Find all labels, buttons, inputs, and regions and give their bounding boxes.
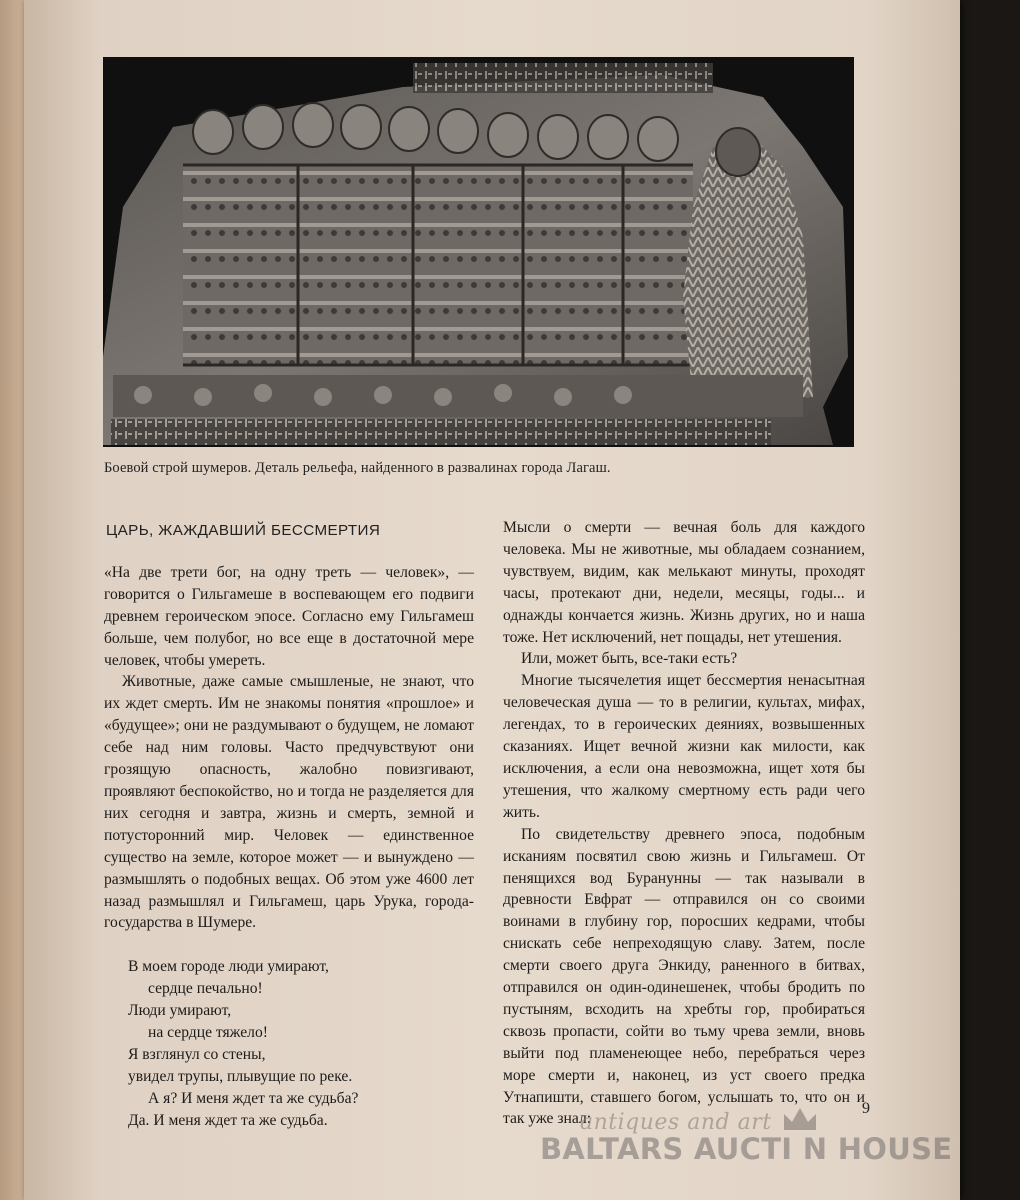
crown-icon: [780, 1104, 820, 1134]
poem-line: Да. И меня ждет та же судьба.: [128, 1111, 328, 1129]
poem: [128, 956, 474, 1131]
watermark-brand: BALTARS AUCTI N HOUSE: [540, 1132, 953, 1166]
paragraph: Или, может быть, все-таки есть?: [521, 650, 738, 668]
poem-line: увидел трупы, плывущие по реке.: [128, 1067, 353, 1085]
poem-line: Я взглянул со стены,: [128, 1045, 266, 1063]
paragraph: По свидетельству древнего эпоса, подобным исканиям посвятил свою жизнь и Гильгамеш. От пенящихся вод Буранунны — так называли в древности Евфрат — отправился он со своими воинами в глубину гор, поросших кедрами, чтобы снискать себе непреходящую славу. Затем, после смерти своего друга Энкиду, раненного в битвах, отправился он один-одинешенек, чтобы бродить по пустыням, всходить на хребты гор, пробираться сквозь пропасти, сойти во тьму чрева земли, вновь выйти под пламенеющее небо, перебраться через море смерти и, наконец, из уст своего предка Утнапишти, ставшего богом, услышать то, что он и так уже знал:: [503, 825, 865, 1128]
poem-line: А я? И меня ждет та же судьба?: [148, 1089, 359, 1107]
watermark-tagline: antiques and art: [580, 1110, 772, 1135]
photo-caption: Боевой строй шумеров. Деталь рельефа, найденного в развалинах города Лагаш.: [104, 460, 611, 476]
poem-line: сердце печально!: [148, 980, 263, 998]
paragraph: Животные, даже самые смышленые, не знают, что их ждет смерть. Им не знакомы понятия «прошлое» и «будущее»; они не раздумывают о будущем, не ломают себе над ним головы. Часто предчувствуют они грозящую опасность, жалобно повизгивают, проявляют беспокойство, но и тогда не разделяется для них сегодня и завтра, жизнь и смерть, земной и потусторонний мир. Человек — единственное существо на земле, которое может — и вынуждено — размышлять о подобных вещах. Об этом уже 4600 лет назад размышлял и Гильгамеш, царь Урука, города-государства в Шумере.: [104, 673, 474, 932]
poem-line: В моем городе люди умирают,: [128, 958, 329, 976]
paragraph: Многие тысячелетия ищет бессмертия ненасытная человеческая душа — то в религии, культах, мифах, легендах, то в героических деяниях, возвышенных сказаниях. Ищет вечной жизни как милости, как исключения, а если она невозможна, ищет хотя бы утешения, что жалкому смертному есть ради чего жить.: [503, 672, 865, 821]
poem-line: на сердце тяжело!: [148, 1024, 268, 1042]
article-heading: ЦАРЬ, ЖАЖДАВШИЙ БЕССМЕРТИЯ: [106, 522, 381, 539]
page-number: 9: [862, 1100, 870, 1117]
paragraph: «На две трети бог, на одну треть — человек», — говорится о Гильгамеше в воспевающем его подвиги древнем героическом эпосе. Согласно ему Гильгамеш больше, чем полубог, но все еще в достаточной мере человек, чтобы умереть.: [104, 563, 474, 669]
relief-image: [103, 57, 854, 447]
poem-line: Люди умирают,: [128, 1002, 232, 1020]
relief-photo: [103, 57, 854, 447]
paragraph: Мысли о смерти — вечная боль для каждого человека. Мы не животные, мы обладаем сознанием, чувствуем, видим, как мелькают минуты, проходят часы, протекают дни, недели, месяцы, годы... и однажды кончается жизнь. Жизнь других, но и наша тоже. Нет исключений, нет пощады, нет утешения.: [503, 519, 865, 646]
watermark: [540, 1110, 953, 1170]
left-column: [104, 520, 474, 1132]
right-column: [503, 517, 865, 1130]
